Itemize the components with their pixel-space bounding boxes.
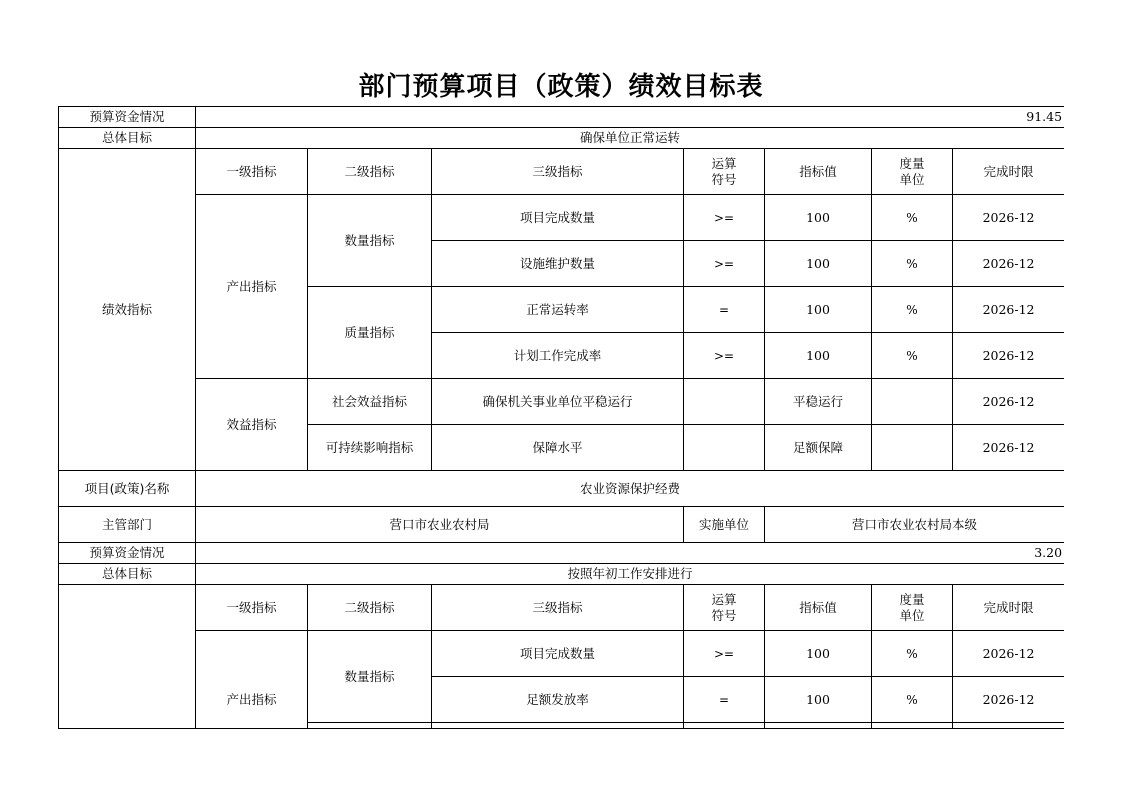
- budget-row: [59, 543, 1065, 564]
- deadline: 2026-12: [953, 677, 1065, 723]
- table-row: [59, 379, 1065, 425]
- deadline: 2026-12: [953, 195, 1065, 241]
- target-value: 平稳运行: [765, 379, 872, 425]
- operator: =: [684, 287, 765, 333]
- budget-label: 预算资金情况: [59, 543, 196, 564]
- indicator-name: 项目完成数量: [432, 631, 684, 677]
- indicator-name: 项目完成数量: [432, 195, 684, 241]
- indicator-name: 计划工作完成率: [432, 333, 684, 379]
- group-output: 产出指标: [196, 631, 308, 730]
- budget-label: 预算资金情况: [59, 107, 196, 128]
- operator: [684, 723, 765, 730]
- target-value: [765, 723, 872, 730]
- target-value: 100: [765, 677, 872, 723]
- goal-value: 按照年初工作安排进行: [196, 564, 1065, 585]
- header-unit: 度量 单位: [872, 585, 953, 631]
- indicator-name: 设施维护数量: [432, 241, 684, 287]
- sub-social: 社会效益指标: [308, 379, 432, 425]
- unit: [872, 379, 953, 425]
- goal-row: [59, 564, 1065, 585]
- deadline: 2026-12: [953, 425, 1065, 471]
- operator: >=: [684, 195, 765, 241]
- sub-quantity: 数量指标: [308, 631, 432, 723]
- budget-value: 3.20: [196, 543, 1065, 564]
- table-row: [59, 195, 1065, 241]
- target-value: 足额保障: [765, 425, 872, 471]
- goal-label: 总体目标: [59, 564, 196, 585]
- goal-value: 确保单位正常运转: [196, 128, 1065, 149]
- operator: >=: [684, 333, 765, 379]
- budget-row: [59, 107, 1065, 128]
- header-level3: 三级指标: [432, 585, 684, 631]
- header-level2: 二级指标: [308, 585, 432, 631]
- deadline: 2026-12: [953, 379, 1065, 425]
- indicator-name: 确保机关事业单位平稳运行: [432, 379, 684, 425]
- header-value: 指标值: [765, 149, 872, 195]
- impl-label: 实施单位: [684, 507, 765, 543]
- deadline: 2026-12: [953, 287, 1065, 333]
- operator: [684, 379, 765, 425]
- deadline: 2026-12: [953, 333, 1065, 379]
- header-deadline: 完成时限: [953, 585, 1065, 631]
- performance-table: [58, 106, 1064, 729]
- deadline: 2026-12: [953, 241, 1065, 287]
- deadline: 2026-12: [953, 631, 1065, 677]
- unit: %: [872, 677, 953, 723]
- target-value: 100: [765, 241, 872, 287]
- indicator-name: 保障水平: [432, 425, 684, 471]
- header-value: 指标值: [765, 585, 872, 631]
- operator: >=: [684, 631, 765, 677]
- unit: %: [872, 333, 953, 379]
- page-title: 部门预算项目（政策）绩效目标表: [358, 72, 764, 102]
- deadline: [953, 723, 1065, 730]
- header-deadline: 完成时限: [953, 149, 1065, 195]
- project-label: 项目(政策)名称: [59, 471, 196, 507]
- dept-label: 主管部门: [59, 507, 196, 543]
- unit: [872, 723, 953, 730]
- operator: >=: [684, 241, 765, 287]
- perf-indicator-label: 绩效指标: [59, 149, 196, 471]
- department-row: [59, 507, 1065, 543]
- header-operator: 运算 符号: [684, 585, 765, 631]
- sub-quality: 质量指标: [308, 287, 432, 379]
- header-level1: 一级指标: [196, 149, 308, 195]
- indicator-name: 足额发放率: [432, 677, 684, 723]
- sub-sustain: 可持续影响指标: [308, 425, 432, 471]
- goal-row: [59, 128, 1065, 149]
- unit: %: [872, 241, 953, 287]
- budget-value: 91.45: [196, 107, 1065, 128]
- performance-table-viewport[interactable]: [58, 106, 1064, 729]
- header-unit: 度量 单位: [872, 149, 953, 195]
- header-level1: 一级指标: [196, 585, 308, 631]
- project-name-row: [59, 471, 1065, 507]
- group-output: 产出指标: [196, 195, 308, 379]
- goal-label: 总体目标: [59, 128, 196, 149]
- header-row: [59, 149, 1065, 195]
- operator: =: [684, 677, 765, 723]
- target-value: 100: [765, 195, 872, 241]
- dept-value: 营口市农业农村局: [196, 507, 684, 543]
- project-value: 农业资源保护经费: [196, 471, 1065, 507]
- header-level2: 二级指标: [308, 149, 432, 195]
- header-row: [59, 585, 1065, 631]
- target-value: 100: [765, 287, 872, 333]
- sub-quantity: 数量指标: [308, 195, 432, 287]
- indicator-name: 正常运转率: [432, 287, 684, 333]
- table-row: [59, 631, 1065, 677]
- unit: %: [872, 287, 953, 333]
- impl-value: 营口市农业农村局本级: [765, 507, 1065, 543]
- perf-indicator-label: [59, 585, 196, 730]
- indicator-name: [432, 723, 684, 730]
- target-value: 100: [765, 333, 872, 379]
- operator: [684, 425, 765, 471]
- unit: [872, 425, 953, 471]
- group-benefit: 效益指标: [196, 379, 308, 471]
- header-operator: 运算 符号: [684, 149, 765, 195]
- unit: %: [872, 631, 953, 677]
- header-level3: 三级指标: [432, 149, 684, 195]
- unit: %: [872, 195, 953, 241]
- sub-cell: [308, 723, 432, 730]
- target-value: 100: [765, 631, 872, 677]
